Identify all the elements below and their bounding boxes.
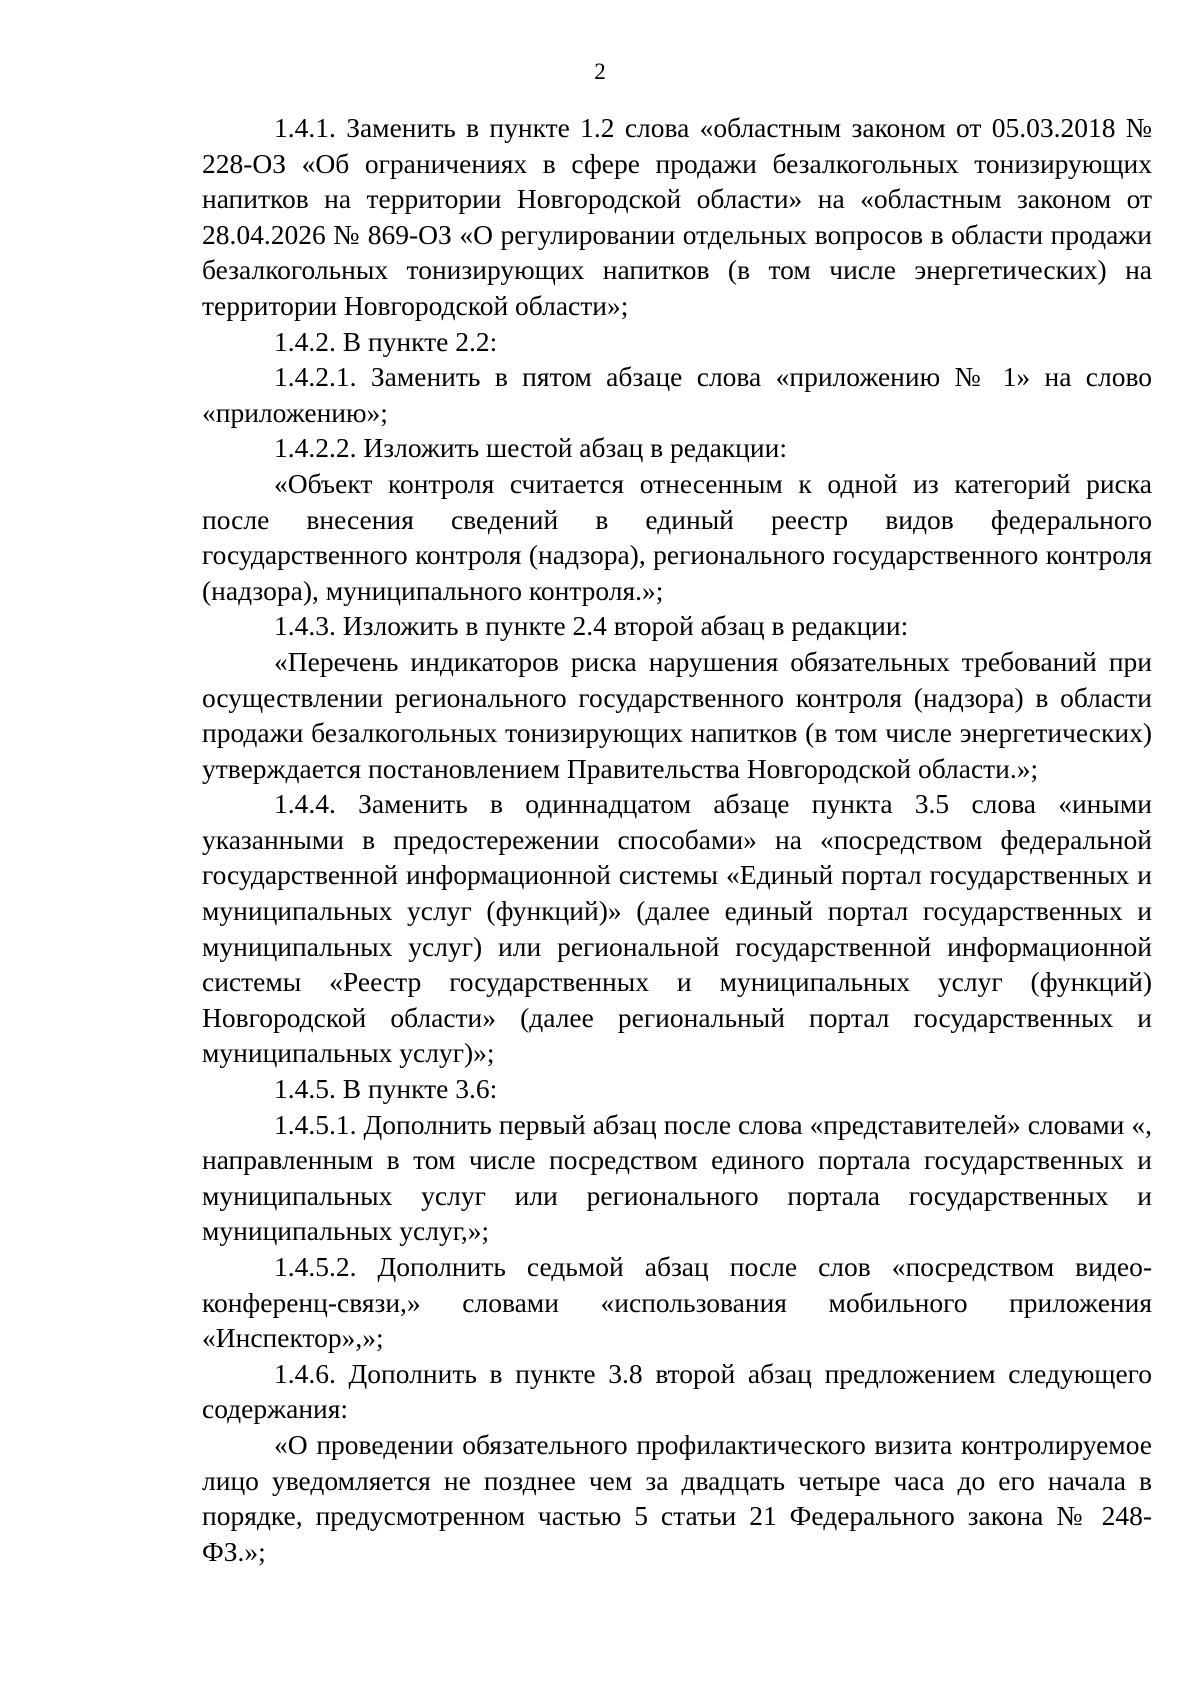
paragraph-1-4-2-2: 1.4.2.2. Изложить шестой абзац в редакции: bbox=[274, 432, 787, 464]
paragraph-quote-risk-category: «Объект контроля считается отнесенным к одной из категорий риска после внесения сведений в единый реестр видов федерального государственного контроля (надзора), регионального государственного контроля (надзора), муниципального контроля.»; bbox=[202, 467, 1152, 606]
page-number: 2 bbox=[594, 59, 606, 84]
paragraph-1-4-5-2: 1.4.5.2. Дополнить седьмой абзац после слов «посредством видео-конференц-связи,» словами «использования мобильного приложения «Инспектор»,»; bbox=[202, 1251, 1152, 1354]
paragraph-1-4-2: 1.4.2. В пункте 2.2: bbox=[274, 325, 498, 357]
paragraph-1-4-3: 1.4.3. Изложить в пункте 2.4 второй абзац в редакции: bbox=[274, 610, 909, 642]
paragraph-1-4-4: 1.4.4. Заменить в одиннадцатом абзаце пункта 3.5 слова «иными указанными в предостережении способами» на «посредством федеральной государственной информационной системы «Единый портал государственных и муниципальных услуг (функций)» (далее единый портал государственных и муниципальных услуг) или региональной государственной информационной системы «Реестр государственных и муниципальных услуг (функций) Новгородской области» (далее региональный портал государственных и муниципальных услуг)»; bbox=[202, 788, 1152, 1069]
paragraph-quote-preventive-visit: «О проведении обязательного профилактического визита контролируемое лицо уведомляется не позднее чем за двадцать четыре часа до его начала в порядке, предусмотренном частью 5 статьи 21 Федерального закона № 248-ФЗ.»; bbox=[202, 1428, 1152, 1567]
paragraph-1-4-2-1: 1.4.2.1. Заменить в пятом абзаце слова «приложению № 1» на слово «приложению»; bbox=[202, 361, 1152, 428]
paragraph-quote-risk-indicators: «Перечень индикаторов риска нарушения обязательных требований при осуществлении регионального государственного контроля (надзора) в области продажи безалкогольных тонизирующих напитков (в том числе энергетических) утверждается постановлением Правительства Новгородской области.»; bbox=[202, 645, 1152, 784]
paragraph-1-4-5: 1.4.5. В пункте 3.6: bbox=[274, 1073, 498, 1105]
paragraph-1-4-6: 1.4.6. Дополнить в пункте 3.8 второй абзац предложением следующего содержания: bbox=[202, 1357, 1152, 1425]
paragraph-1-4-1: 1.4.1. Заменить в пункте 1.2 слова «областным законом от 05.03.2018 № 228-ОЗ «Об ограничениях в сфере продажи безалкогольных тонизирующих напитков на территории Новгородской области» на «областным законом от 28.04.2026 № 869-ОЗ «О регулировании отдельных вопросов в области продажи безалкогольных тонизирующих напитков (в том числе энергетических) на территории Новгородской области»; bbox=[202, 112, 1152, 321]
document-body bbox=[202, 110, 1152, 1569]
paragraph-1-4-5-1: 1.4.5.1. Дополнить первый абзац после слова «представителей» словами «, направленным в том числе посредством единого портала государственных и муниципальных услуг или регионального портала государственных и муниципальных услуг,»; bbox=[202, 1108, 1152, 1247]
